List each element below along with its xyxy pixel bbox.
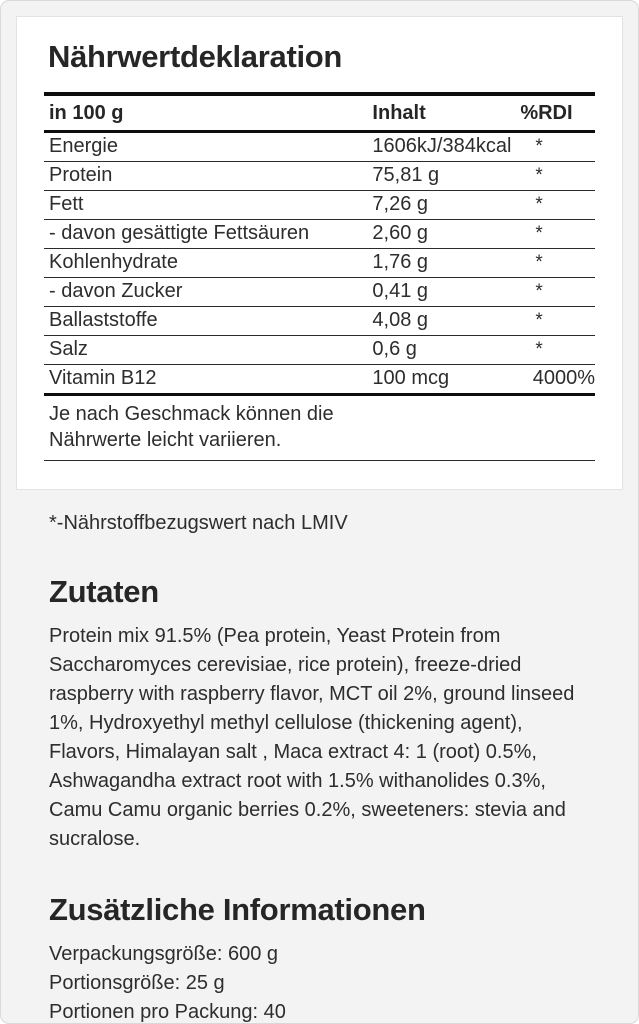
table-row xyxy=(44,162,595,191)
nutrient-label: Kohlenhydrate xyxy=(44,249,367,278)
table-row xyxy=(44,307,595,336)
table-row xyxy=(44,278,595,307)
ingredients-text: Protein mix 91.5% (Pea protein, Yeast Protein from Saccharomyces cerevisiae, rice protein), freeze-dried raspberry with raspberry flavor, MCT oil 2%, ground linseed 1%, Hydroxyethyl methyl cellulose (thickening agent), Flavors, Himalayan salt , Maca extract 4: 1 (root) 0.5%, Ashwagandha extract root with 1.5% withanolides 0.3%, Camu Camu organic berries 0.2%, sweeteners: stevia and sucralose. xyxy=(49,625,575,850)
additional-info-heading: Zusätzliche Informationen xyxy=(49,892,426,927)
nutrient-value: 7,26 g xyxy=(367,191,515,220)
nutrient-rdi: * xyxy=(515,191,595,220)
additional-info-item: Portionsgröße: 25 g xyxy=(49,972,225,994)
nutrient-label: Salz xyxy=(44,336,367,365)
additional-info-list xyxy=(49,940,590,1024)
nutrition-table xyxy=(44,92,595,461)
table-footnote-cell xyxy=(44,395,595,461)
nutrient-label: Energie xyxy=(44,132,367,162)
nutrient-value: 1606kJ/384kcal xyxy=(367,132,515,162)
nutrient-label: Fett xyxy=(44,191,367,220)
ingredients-heading: Zutaten xyxy=(49,574,159,609)
column-header-rdi: %RDI xyxy=(515,94,595,132)
table-footnote-row xyxy=(44,395,595,461)
nutrient-label: Vitamin B12 xyxy=(44,365,367,395)
table-row xyxy=(44,191,595,220)
nutrient-value: 1,76 g xyxy=(367,249,515,278)
column-header-content: Inhalt xyxy=(367,94,515,132)
additional-info-item: Verpackungsgröße: 600 g xyxy=(49,943,279,965)
rdi-reference-note: *-Nährstoffbezugswert nach LMIV xyxy=(49,512,348,534)
nutrient-value: 0,41 g xyxy=(367,278,515,307)
table-row xyxy=(44,336,595,365)
nutrient-value: 100 mcg xyxy=(367,365,515,395)
nutrient-label: Ballaststoffe xyxy=(44,307,367,336)
nutrient-value: 0,6 g xyxy=(367,336,515,365)
nutrient-rdi: 4000% xyxy=(515,365,595,395)
nutrient-rdi: * xyxy=(515,336,595,365)
nutrient-value: 4,08 g xyxy=(367,307,515,336)
nutrient-rdi: * xyxy=(515,162,595,191)
table-row xyxy=(44,220,595,249)
nutrient-rdi: * xyxy=(515,220,595,249)
column-header-per-100g: in 100 g xyxy=(44,94,367,132)
nutrient-rdi: * xyxy=(515,132,595,162)
nutrient-label: Protein xyxy=(44,162,367,191)
nutrition-declaration-title: Nährwertdeklaration xyxy=(48,39,343,74)
nutrient-rdi: * xyxy=(515,278,595,307)
table-row xyxy=(44,249,595,278)
table-row xyxy=(44,365,595,395)
nutrient-value: 75,81 g xyxy=(367,162,515,191)
nutrition-table-header-row xyxy=(44,94,595,132)
table-row xyxy=(44,132,595,162)
nutrient-rdi: * xyxy=(515,307,595,336)
nutrient-rdi: * xyxy=(515,249,595,278)
nutrient-value: 2,60 g xyxy=(367,220,515,249)
nutrient-label: - davon Zucker xyxy=(44,278,367,307)
additional-info-item: Portionen pro Packung: 40 xyxy=(49,1001,286,1023)
nutrition-declaration-card xyxy=(16,16,623,490)
table-footnote-text: Je nach Geschmack können die Nährwerte leicht variieren. xyxy=(49,403,334,451)
nutrient-label: - davon gesättigte Fettsäuren xyxy=(44,220,367,249)
